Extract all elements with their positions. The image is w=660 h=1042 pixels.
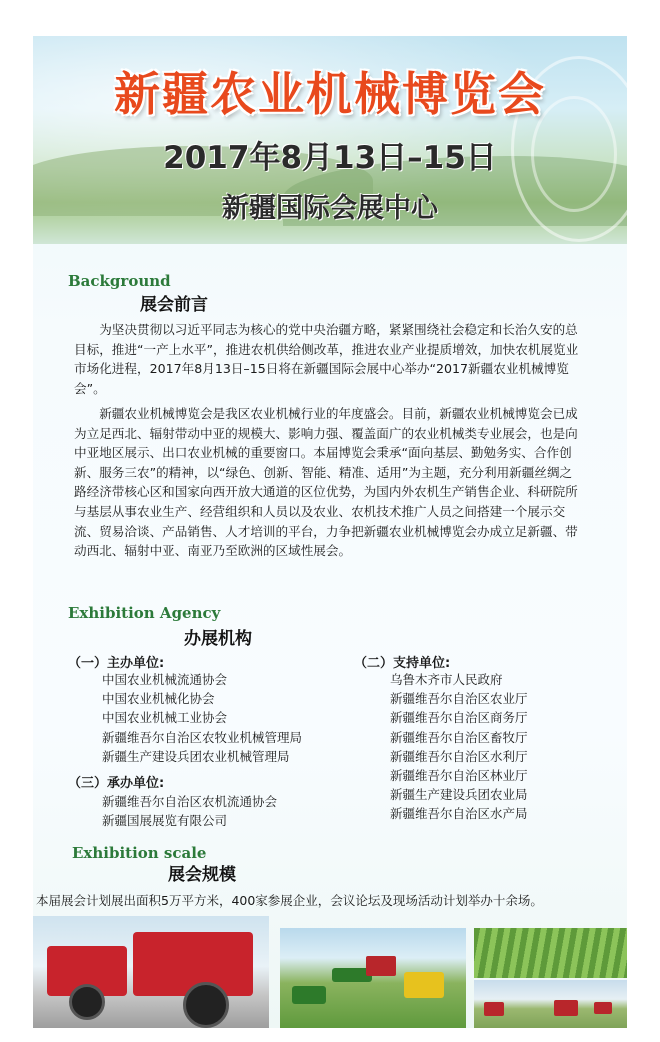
list-item: 乌鲁木齐市人民政府 [390,672,503,687]
list-item: 新疆生产建设兵团农业局 [390,787,528,803]
background-paragraph-1: 为坚决贯彻以习近平同志为核心的党中央治疆方略，紧紧围绕社会稳定和长治久安的总目标，推进“一产上水平”，推进农机供给侧改革，推进农业产业提质增效，加快农机展览业市场化进程，2017年8月13日–15日将在新疆国际会展中心举办“2017新疆农业机械博览会”。 [74,322,579,396]
red-machine [366,956,396,976]
support-label: （二）支持单位: [354,656,451,671]
combine-harvester-photo [33,916,269,1028]
list-item: 新疆维吾尔自治区畜牧厅 [390,729,528,745]
list-item: 新疆维吾尔自治区水利厅 [390,748,528,764]
event-venue: 新疆国际会展中心 [222,193,438,224]
list-item: 新疆维吾尔自治区农牧业机械管理局 [102,729,303,745]
list-item: 新疆国展展览有限公司 [102,813,228,829]
header-banner [33,36,627,244]
list-item: 新疆维吾尔自治区水产局 [390,806,528,822]
list-item: 中国农业机械化协会 [102,691,215,707]
wheel [69,984,105,1020]
organizer-label: （三）承办单位: [68,776,165,791]
tractor-row-photo [474,980,627,1028]
list-item: 新疆维吾尔自治区商务厅 [390,710,528,726]
scale-heading-en: Exhibition scale [72,844,207,862]
tractor [484,1002,504,1016]
tractor [554,1000,578,1016]
list-item: 新疆生产建设兵团农业机械管理局 [102,748,290,764]
support-list [390,670,528,824]
list-item: 新疆维吾尔自治区农业厅 [390,691,528,707]
list-item: 中国农业机械工业协会 [102,710,228,726]
event-date: 2017年8月13日–15日 [163,140,497,176]
organizer-list [102,792,277,830]
tractor [594,1002,612,1014]
background-paragraph-2: 新疆农业机械博览会是我区农业机械行业的年度盛会。目前，新疆农业机械博览会已成为立足西北、辐射带动中亚的规模大、影响力强、覆盖面广的农业机械类专业展会，也是向中亚地区展示、出口农业机械的重要窗口。本届博览会秉承“面向基层、勤勉务实、合作创新、服务三农”的精神，以“绿色、创新、智能、精准、适用”为主题，充分利用新疆丝绸之路经济带核心区和国家向西开放大通道的区位优势，为国内外农机生产销售企业、科研院所与基层从事农业生产、经营组织和人员以及农业、农机技术推广人员之间搭建一个展示交流、贸易洽谈、产品销售、人才培训的平台，力争把新疆农业机械博览会办成立足新疆、带动西北、辐射中亚、南亚乃至欧洲的区域性展会。 [74,406,578,559]
scale-heading-cn: 展会规模 [168,865,236,885]
field-machinery-photo [280,928,466,1028]
list-item: 新疆维吾尔自治区农机流通协会 [102,794,278,809]
background-heading-cn: 展会前言 [140,295,208,315]
agency-heading-cn: 办展机构 [184,629,252,649]
wheel [183,982,229,1028]
tractor [292,986,326,1004]
poster-title: 新疆农业机械博览会 [114,67,546,121]
list-item: 新疆维吾尔自治区林业厅 [390,768,528,784]
host-label: （一）主办单位: [68,656,165,671]
yellow-harvester [404,972,444,998]
scale-text: 本届展会计划展出面积5万平方米，400家参展企业，会议论坛及现场活动计划举办十余场。 [36,893,543,908]
agency-heading-en: Exhibition Agency [68,604,221,622]
list-item: 中国农业机械流通协会 [102,672,228,687]
background-heading-en: Background [68,272,171,290]
crop-field-photo [474,928,627,978]
host-list [102,670,302,766]
